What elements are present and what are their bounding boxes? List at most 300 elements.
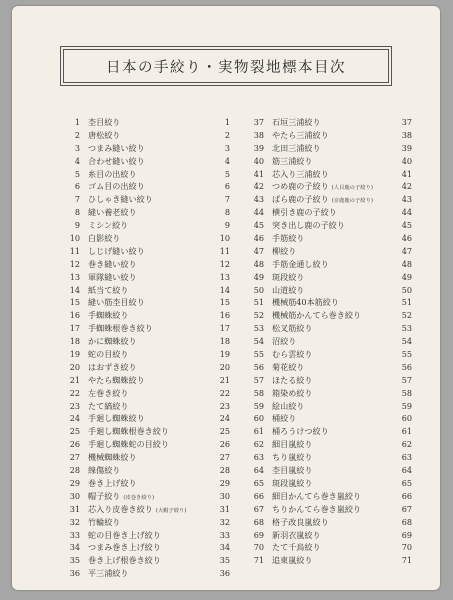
entry-page-number: 63 (401, 452, 412, 463)
entry-page-number: 54 (401, 336, 412, 347)
entry-name-text: はおずき絞り (88, 361, 137, 372)
entry-number: 19 (69, 349, 80, 360)
entry-page-number: 8 (224, 207, 230, 218)
entry-number: 37 (253, 117, 264, 127)
toc-entry (60, 258, 230, 271)
entry-name-text: 蛇の目絞り (88, 349, 129, 360)
entry-name (88, 296, 145, 309)
entry-name (88, 438, 169, 451)
entry-number: 1 (74, 117, 80, 127)
entry-name (272, 142, 321, 155)
entry-name (272, 425, 329, 438)
entry-name-text: 平三浦絞り (88, 568, 129, 579)
toc-entry (60, 116, 230, 129)
entry-number: 63 (253, 452, 264, 463)
entry-name-text: 斑段嵐絞り (272, 477, 313, 488)
toc-entry (244, 348, 412, 361)
entry-name (272, 284, 304, 297)
title-frame (60, 46, 392, 86)
entry-name-text: 芯入り皮巻き絞り (88, 503, 153, 514)
entry-name-text: 蛇の目巻き上げ絞り (88, 529, 161, 540)
entry-name-text: 格子改良嵐絞り (272, 516, 329, 527)
entry-number: 12 (69, 258, 80, 269)
toc-entry (244, 335, 412, 348)
toc-entry (244, 193, 412, 206)
entry-number: 69 (253, 529, 264, 540)
entry-page-number: 64 (401, 465, 412, 476)
entry-name-text: 松叉筋絞り (272, 323, 313, 334)
entry-name-text: ほたる絞り (272, 374, 313, 385)
entry-name-text: たて縞絞り (88, 400, 129, 411)
entry-number: 38 (253, 129, 264, 140)
entry-name-text: ばら鹿の子絞り (272, 194, 329, 205)
entry-name (272, 554, 312, 567)
entry-page-number: 48 (401, 258, 412, 269)
entry-number: 61 (253, 426, 264, 437)
entry-name-text: 手筋絞り (272, 233, 305, 244)
entry-number: 21 (69, 374, 80, 385)
entry-name (88, 193, 153, 206)
entry-name (88, 142, 145, 155)
entry-name-text: 縫い養老絞り (88, 207, 137, 218)
entry-number: 31 (69, 503, 80, 514)
entry-page-number: 24 (219, 413, 230, 424)
entry-page-number: 62 (401, 439, 412, 450)
entry-number: 66 (253, 490, 264, 501)
toc-entry (60, 245, 230, 258)
toc-entry (60, 271, 230, 284)
toc-entry (60, 490, 230, 503)
toc-entry (60, 232, 230, 245)
entry-page-number: 44 (401, 207, 412, 218)
toc-entry (60, 180, 230, 193)
entry-name-text: 北田三浦絞り (272, 142, 321, 153)
entry-page-number: 10 (219, 233, 230, 244)
toc-entry (60, 361, 230, 374)
entry-page-number: 60 (401, 413, 412, 424)
entry-name (88, 541, 161, 554)
entry-name (88, 232, 120, 245)
entry-page-number: 70 (401, 542, 412, 553)
entry-page-number: 20 (219, 361, 230, 372)
entry-name (88, 477, 137, 490)
entry-name-text: 糸目の出絞り (88, 168, 137, 179)
entry-name (272, 438, 312, 451)
entry-page-number: 59 (401, 400, 412, 411)
entry-page-number: 29 (219, 477, 230, 488)
entry-name (272, 516, 329, 529)
toc-entry (244, 477, 412, 490)
entry-name (272, 155, 312, 168)
entry-page-number: 6 (224, 181, 230, 192)
toc-entry (244, 219, 412, 232)
entry-name (88, 335, 137, 348)
toc-entry (244, 503, 412, 516)
toc-entry (244, 180, 412, 193)
toc-entry (244, 374, 412, 387)
toc-entry (244, 529, 412, 542)
entry-number: 32 (69, 516, 80, 527)
entry-number: 2 (74, 129, 80, 140)
entry-page-number: 4 (224, 155, 230, 166)
entry-name (272, 232, 304, 245)
entry-page-number: 12 (219, 258, 230, 269)
entry-page-number: 38 (401, 129, 412, 140)
entry-name-text: 機械筋かんてら巻き絞り (272, 310, 362, 321)
toc-entry (244, 322, 412, 335)
entry-name-text: 竹輪絞り (88, 516, 121, 527)
entry-number: 58 (253, 387, 264, 398)
entry-page-number: 35 (219, 555, 230, 566)
entry-name (88, 425, 169, 438)
entry-number: 24 (69, 413, 80, 424)
entry-name-text: 巻き上げ根巻き絞り (88, 555, 161, 566)
entry-number: 57 (253, 374, 264, 385)
entry-name-text: たて千鳥絞り (272, 542, 321, 553)
toc-entry (244, 206, 412, 219)
toc-entry (60, 400, 230, 413)
entry-number: 67 (253, 503, 264, 514)
entry-name-text: 合わせ縫い絞り (88, 155, 145, 166)
entry-page-number: 47 (401, 245, 412, 256)
entry-page-number: 71 (401, 555, 412, 566)
entry-number: 52 (253, 310, 264, 321)
entry-page-number: 41 (401, 168, 412, 179)
entry-name (272, 168, 329, 181)
entry-name-text: 手廻し蜘蛛蛇の目絞り (88, 439, 169, 450)
entry-number: 3 (74, 142, 80, 153)
entry-number: 5 (74, 168, 80, 179)
entry-name (88, 412, 145, 425)
entry-name-text: つめ鹿の子絞り (272, 181, 329, 192)
entry-name (88, 387, 128, 400)
entry-number: 43 (253, 194, 264, 205)
entry-name-text: 突き出し鹿の子絞り (272, 220, 345, 231)
entry-page-number: 43 (401, 194, 412, 205)
toc-entry (244, 245, 412, 258)
entry-name (272, 361, 304, 374)
toc-entry (60, 477, 230, 490)
entry-name-text: ゴム目の出絞り (88, 181, 145, 192)
entry-number: 56 (253, 361, 264, 372)
entry-number: 54 (253, 336, 264, 347)
entry-page-number: 32 (219, 516, 230, 527)
entry-number: 14 (69, 284, 80, 295)
entry-number: 22 (69, 387, 80, 398)
entry-number: 11 (69, 245, 80, 256)
entry-page-number: 30 (219, 490, 230, 501)
entry-page-number: 39 (401, 142, 412, 153)
entry-number: 45 (253, 220, 264, 231)
toc-entry (60, 219, 230, 232)
entry-name (88, 348, 128, 361)
entry-page-number: 56 (401, 361, 412, 372)
entry-number: 8 (74, 207, 80, 218)
toc-entry (60, 464, 230, 477)
entry-name-text: 筋三浦絞り (272, 155, 313, 166)
toc-entry (60, 206, 230, 219)
entry-page-number: 69 (401, 529, 412, 540)
entry-page-number: 31 (219, 503, 230, 514)
entry-note: (皮巻き絞り) (123, 494, 155, 501)
toc-entry (244, 554, 412, 567)
entry-name (88, 516, 120, 529)
toc-entry (60, 348, 230, 361)
entry-number: 35 (69, 555, 80, 566)
entry-page-number: 17 (219, 323, 230, 334)
entry-page-number: 37 (401, 117, 412, 127)
entry-number: 48 (253, 258, 264, 269)
entry-page-number: 57 (401, 374, 412, 385)
entry-note: (大帽子絞り) (155, 507, 187, 514)
toc-entry (244, 232, 412, 245)
entry-name-text: 杢目嵐絞り (272, 465, 313, 476)
entry-number: 29 (69, 477, 80, 488)
entry-number: 64 (253, 465, 264, 476)
entry-number: 49 (253, 271, 264, 282)
entry-name (272, 129, 329, 142)
entry-name-text: 追東嵐絞り (272, 555, 313, 566)
entry-name-text: 山道絞り (272, 284, 305, 295)
entry-page-number: 46 (401, 233, 412, 244)
entry-number: 62 (253, 439, 264, 450)
entry-number: 60 (253, 413, 264, 424)
toc-entry (244, 155, 412, 168)
toc-entry (60, 529, 230, 542)
toc-entry (244, 129, 412, 142)
toc-entry (60, 567, 230, 580)
entry-page-number: 55 (401, 349, 412, 360)
entry-name (272, 322, 312, 335)
entry-page-number: 19 (219, 349, 230, 360)
entry-number: 23 (69, 400, 80, 411)
toc-entry (244, 412, 412, 425)
entry-name-text: 手蜘蛛根巻き絞り (88, 323, 153, 334)
toc-entry (244, 516, 412, 529)
entry-number: 47 (253, 245, 264, 256)
entry-name-text: 巻き上げ絞り (88, 477, 137, 488)
entry-name (272, 348, 312, 361)
entry-name-text: 手廻し蜘蛛根巻き絞り (88, 426, 169, 437)
entry-page-number: 65 (401, 477, 412, 488)
entry-name (272, 296, 339, 309)
entry-name (88, 374, 145, 387)
entry-name-text: ちりかんてら巻き嵐絞り (272, 503, 362, 514)
entry-name-text: 斑段絞り (272, 271, 305, 282)
toc-entry (60, 425, 230, 438)
entry-page-number: 42 (401, 181, 412, 192)
entry-name-text: 手廻し蜘蛛絞り (88, 413, 145, 424)
entry-name-text: 柳絞り (272, 245, 297, 256)
entry-page-number: 68 (401, 516, 412, 527)
entry-number: 18 (69, 336, 80, 347)
entry-name (272, 309, 361, 322)
entry-number: 17 (69, 323, 80, 334)
entry-name-text: 箱染め絞り (272, 387, 313, 398)
entry-page-number: 9 (224, 220, 230, 231)
entry-name-text: ミシン絞り (88, 220, 129, 231)
entry-page-number: 11 (219, 245, 230, 256)
entry-number: 7 (74, 194, 80, 205)
entry-number: 55 (253, 349, 264, 360)
entry-page-number: 7 (224, 194, 230, 205)
entry-name-text: 機械蜘蛛絞り (88, 452, 137, 463)
toc-entry (244, 464, 412, 477)
entry-name (88, 464, 120, 477)
entry-name (88, 168, 137, 181)
entry-page-number: 1 (224, 117, 230, 127)
toc-entry (60, 142, 230, 155)
entry-page-number: 2 (224, 129, 230, 140)
toc-entry (60, 374, 230, 387)
entry-name (272, 116, 321, 129)
entry-name (88, 309, 128, 322)
entry-name (88, 451, 137, 464)
entry-name-text: やたら三浦絞り (272, 129, 329, 140)
toc-entry (60, 322, 230, 335)
entry-page-number: 36 (219, 568, 230, 579)
entry-number: 4 (74, 155, 80, 166)
toc-entry (60, 193, 230, 206)
entry-page-number: 27 (219, 452, 230, 463)
entry-name-text: 石垣三浦絞り (272, 117, 321, 127)
entry-name (272, 245, 296, 258)
entry-page-number: 23 (219, 400, 230, 411)
entry-name (272, 477, 312, 490)
entry-name-text: つまみ巻き上げ絞り (88, 542, 161, 553)
entry-name (88, 284, 128, 297)
entry-number: 68 (253, 516, 264, 527)
entry-page-number: 40 (401, 155, 412, 166)
entry-name-text: 桶絞り (272, 413, 297, 424)
toc-entry (244, 490, 412, 503)
entry-page-number: 50 (401, 284, 412, 295)
toc-entry (60, 451, 230, 464)
entry-name (88, 400, 128, 413)
entry-page-number: 15 (219, 297, 230, 308)
entry-number: 70 (253, 542, 264, 553)
toc-entry (244, 451, 412, 464)
toc-entry (60, 516, 230, 529)
toc-entry (244, 258, 412, 271)
entry-name (272, 374, 312, 387)
toc-entry (60, 284, 230, 297)
entry-page-number: 21 (219, 374, 230, 385)
entry-page-number: 25 (219, 426, 230, 437)
entry-name (88, 116, 120, 129)
entry-number: 16 (69, 310, 80, 321)
toc-entry (244, 438, 412, 451)
toc-entry (244, 387, 412, 400)
toc-entry (244, 142, 412, 155)
entry-name-text: 芯入り三浦絞り (272, 168, 329, 179)
toc-entry (60, 155, 230, 168)
entry-note: (人目鹿の子絞り) (331, 185, 373, 192)
toc-entry (60, 296, 230, 309)
entry-name-text: 白影絞り (88, 233, 121, 244)
entry-name (88, 322, 153, 335)
entry-name (88, 245, 145, 258)
entry-name-text: 軍隊縫い絞り (88, 271, 137, 282)
entry-number: 39 (253, 142, 264, 153)
entry-number: 30 (69, 490, 80, 501)
entry-number: 28 (69, 465, 80, 476)
entry-name (88, 271, 137, 284)
entry-name (272, 541, 321, 554)
toc-entry (60, 541, 230, 554)
entry-number: 9 (74, 220, 80, 231)
entry-page-number: 22 (219, 387, 230, 398)
entry-name-text: 沼絞り (272, 336, 297, 347)
entry-number: 53 (253, 323, 264, 334)
entry-name-text: 左巻き絞り (88, 387, 129, 398)
entry-name-text: 紙当て絞り (88, 284, 129, 295)
entry-name (272, 387, 312, 400)
entry-page-number: 66 (401, 490, 412, 501)
entry-name-text: 杢目絞り (88, 117, 121, 127)
entry-page-number: 58 (401, 387, 412, 398)
toc-entry (244, 284, 412, 297)
entry-name (88, 129, 120, 142)
toc-entry (244, 296, 412, 309)
entry-name (88, 155, 145, 168)
entry-number: 50 (253, 284, 264, 295)
entry-number: 71 (253, 555, 264, 566)
entry-page-number: 51 (401, 297, 412, 308)
document-page (12, 6, 440, 590)
entry-number: 34 (69, 542, 80, 553)
entry-name (272, 464, 312, 477)
entry-name-text: ひしゃき縫い絞り (88, 194, 153, 205)
entry-number: 15 (69, 297, 80, 308)
toc-entry (60, 168, 230, 181)
entry-name (272, 206, 337, 219)
toc-entry (244, 116, 412, 129)
entry-name (88, 554, 161, 567)
entry-number: 20 (69, 361, 80, 372)
entry-number: 40 (253, 155, 264, 166)
entry-page-number: 49 (401, 271, 412, 282)
toc-entry (60, 438, 230, 451)
entry-page-number: 3 (224, 142, 230, 153)
entry-number: 46 (253, 233, 264, 244)
entry-page-number: 33 (219, 529, 230, 540)
toc-entry (244, 271, 412, 284)
toc-entry (244, 361, 412, 374)
entry-name (272, 529, 321, 542)
entry-page-number: 67 (401, 503, 412, 514)
entry-page-number: 14 (219, 284, 230, 295)
entry-name-text: 新羽衣嵐絞り (272, 529, 321, 540)
entry-name (272, 400, 304, 413)
entry-name-text: やたら蜘蛛絞り (88, 374, 145, 385)
entry-name (88, 529, 161, 542)
entry-name (272, 258, 329, 271)
toc-entry (60, 412, 230, 425)
entry-name (88, 219, 128, 232)
toc-entry (244, 400, 412, 413)
entry-name (88, 361, 137, 374)
entry-name (88, 567, 128, 580)
entry-page-number: 5 (224, 168, 230, 179)
entry-name-text: 手筋金通し絞り (272, 258, 329, 269)
entry-page-number: 53 (401, 323, 412, 334)
entry-name (272, 335, 296, 348)
entry-name-text: つまみ縫い絞り (88, 142, 145, 153)
toc-entry (244, 425, 412, 438)
entry-page-number: 26 (219, 439, 230, 450)
entry-page-number: 28 (219, 465, 230, 476)
